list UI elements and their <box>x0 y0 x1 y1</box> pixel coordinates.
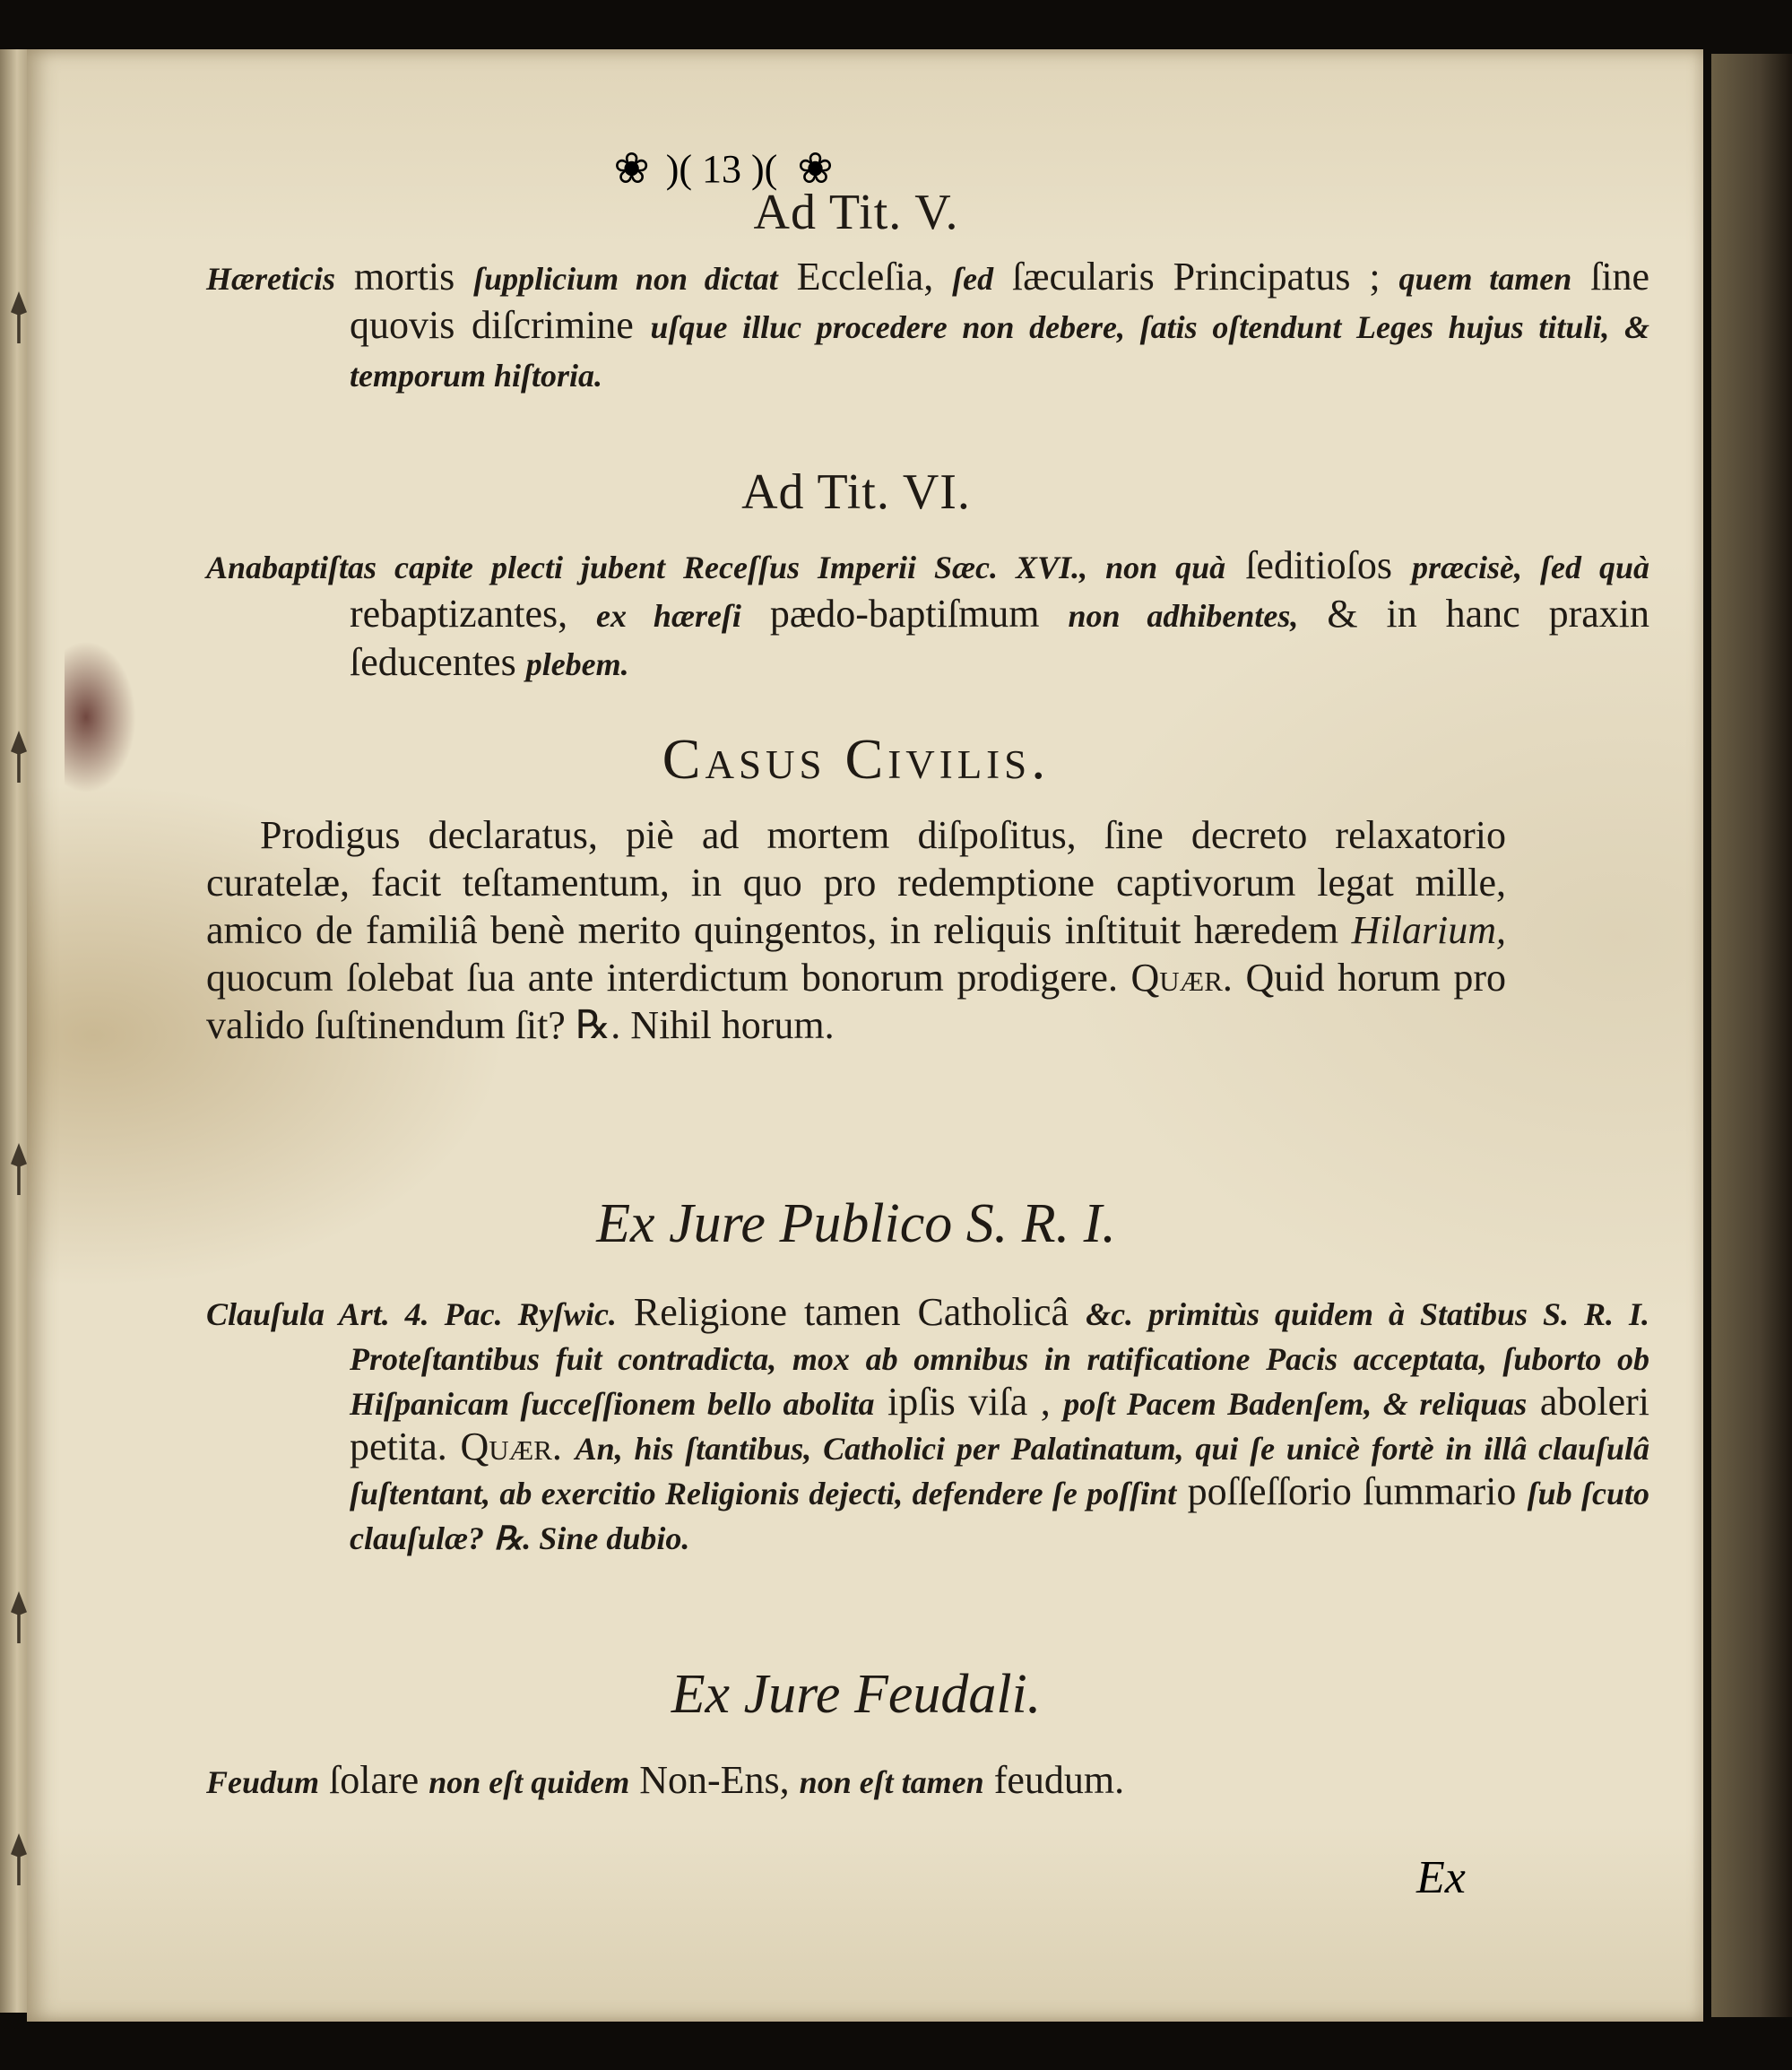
paragraph-tit5: Hæreticis mortis ſupplicium non dictat Eccleſia, ſed ſæcularis Principatus ; quem tamen ſine quovis diſcrimine uſque illuc procedere non debere, ſatis oſtendunt Leges hujus tituli, & temporum hiſtoria. <box>206 255 1650 394</box>
page-stain <box>65 641 136 793</box>
paragraph-publico: Clauſula Art. 4. Pac. Ryſwic. Religione tamen Catholicâ &c. primitùs quidem à Statibus S. R. I. Proteſtantibus fuit contradicta, mox ab omnibus in ratificatione Pacis acceptata, ſuborto ob Hiſpanicam ſucceſſionem bello abolita ipſis viſa , poſt Pacem Badenſem, & reliquas aboleri petita. Quær. An, his ſtantibus, Catholici per Palatinatum, qui ſe unicè fortè in illâ clauſulâ ſuſtentant, ab exercitio Religionis dejecti, defendere ſe poſſint poſſeſſorio ſummario ſub ſcuto clauſulæ? ℞. Sine dubio. <box>206 1290 1650 1556</box>
book-cover-edge <box>1711 54 1792 2017</box>
book-page <box>27 49 1703 2022</box>
section-heading-tit6: Ad Tit. VI. <box>741 464 971 520</box>
fleuron-right-icon: ❀ <box>797 145 830 193</box>
section-heading-publico: Ex Jure Publico S. R. I. <box>596 1193 1116 1254</box>
paragraph-casus: Prodigus declaratus, piè ad mortem diſpoſitus, ſine decreto relaxatorio curatelæ, facit teſtamentum, in quo pro redemptione captivorum legat mille, amico de familiâ benè merito quingentos, in reliquis inſtituit hæredem Hilarium, quocum ſolebat ſua ante interdictum bonorum prodigere. Quær. Quid horum pro valido ſuſtinendum ſit? ℞. Nihil horum. <box>206 813 1507 1047</box>
spine-ornament <box>11 1833 27 1885</box>
paragraph-feudali: Feudum ſolare non eſt quidem Non-Ens, non eſt tamen feudum. <box>206 1758 1125 1802</box>
spine-ornament <box>11 1591 27 1643</box>
spine-ornament <box>11 291 27 343</box>
section-heading-feudali: Ex Jure Feudali. <box>671 1664 1042 1725</box>
section-heading-casus: Casus Civilis. <box>662 727 1051 791</box>
page-number: )( 13 )( <box>665 146 778 191</box>
spine-ornament <box>11 1143 27 1195</box>
section-heading-tit5: Ad Tit. V. <box>753 185 959 240</box>
paragraph-tit6: Anabaptiſtas capite plecti jubent Receſſus Imperii Sæc. XVI., non quà ſeditioſos præcisè, ſed quà rebaptizantes, ex hæreſi pædo-baptiſmum non adhibentes, & in hanc praxin ſeducentes plebem. <box>206 543 1650 684</box>
catchword: Ex <box>1416 1852 1466 1903</box>
spine-ornament <box>11 731 27 783</box>
fleuron-left-icon: ❀ <box>613 145 646 193</box>
